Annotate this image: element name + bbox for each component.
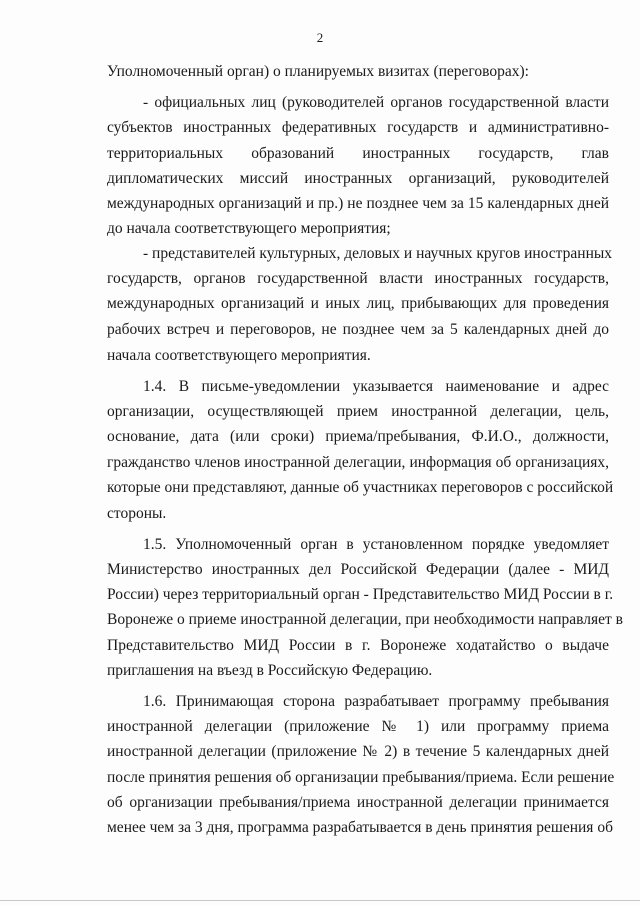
- text-line: Представительство МИД России в г. Воронеже ходатайство о выдаче: [107, 637, 609, 654]
- text-line: организации, осуществляющей прием иностранной делегации, цель,: [107, 403, 609, 420]
- text-line: международных организаций и иных лиц, прибывающих для проведения: [107, 295, 609, 312]
- text-line: 1.5. Уполномоченный орган в установленном порядке уведомляет: [143, 536, 609, 553]
- text-line: менее чем за 3 дня, программа разрабатывается в день принятия решения об: [107, 819, 613, 836]
- text-line: России) через территориальный орган - Представительство МИД России в г.: [107, 586, 614, 603]
- text-line: - официальных лиц (руководителей органов государственной власти: [143, 94, 609, 111]
- text-line: территориальных образований иностранных государств, глав: [107, 145, 609, 162]
- text-line: Уполномоченный орган) о планируемых визитах (переговорах):: [107, 63, 529, 80]
- text-line: 1.4. В письме-уведомлении указывается наименование и адрес: [143, 378, 609, 395]
- text-line: рабочих встреч и переговоров, не позднее чем за 5 календарных дней до: [107, 321, 609, 338]
- text-line: 1.6. Принимающая сторона разрабатывает программу пребывания: [143, 693, 609, 710]
- text-line: гражданство членов иностранной делегации, информация об организациях,: [107, 454, 609, 471]
- text-line: после принятия решения об организации пребывания/приема. Если решение: [107, 769, 615, 786]
- page-number: 2: [316, 30, 324, 45]
- text-line: об организации пребывания/приема иностранной делегации принимается: [107, 794, 609, 811]
- text-line: государств, органов государственной власти иностранных государств,: [107, 270, 609, 287]
- text-line: Министерство иностранных дел Российской Федерации (далее - МИД: [107, 561, 609, 578]
- text-line: субъектов иностранных федеративных государств и административно-: [107, 119, 609, 136]
- text-line: стороны.: [107, 505, 167, 522]
- text-line: основание, дата (или сроки) приема/пребывания, Ф.И.О., должности,: [107, 428, 609, 445]
- text-line: иностранной делегации (приложение № 1) или программу приема: [107, 718, 609, 735]
- page-bottom-edge: [0, 900, 640, 901]
- text-line: дипломатических миссий иностранных организаций, руководителей: [107, 170, 609, 187]
- text-line: которые они представляют, данные об участниках переговоров с российской: [107, 479, 614, 496]
- text-line: до начала соответствующего мероприятия;: [107, 220, 391, 237]
- text-line: приглашения на въезд в Российскую Федерацию.: [107, 662, 433, 679]
- text-line: - представителей культурных, деловых и научных кругов иностранных: [143, 245, 613, 262]
- text-line: начала соответствующего мероприятия.: [107, 347, 371, 364]
- text-line: Воронеже о приеме иностранной делегации, при необходимости направляет в: [107, 611, 623, 628]
- text-line: иностранной делегации (приложение № 2) в течение 5 календарных дней: [107, 743, 609, 760]
- text-line: международных организаций и пр.) не позднее чем за 15 календарных дней: [107, 195, 609, 212]
